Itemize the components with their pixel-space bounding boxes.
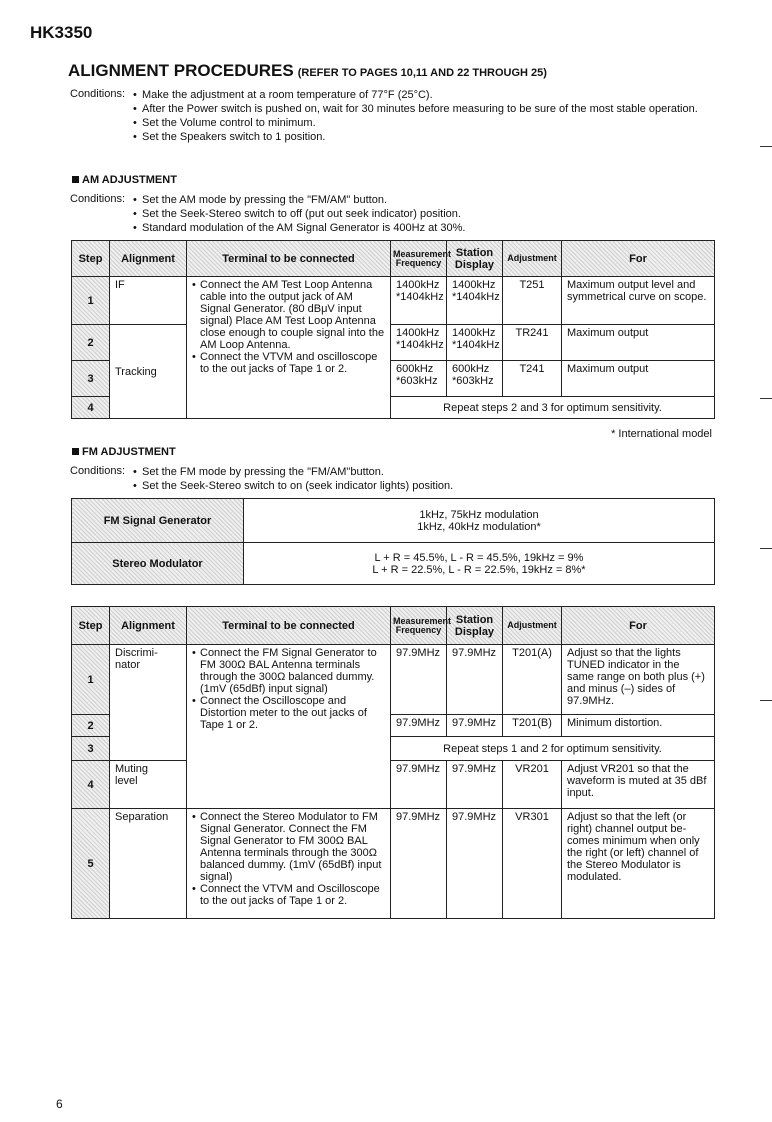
- fm-heading-text: FM ADJUSTMENT: [82, 446, 176, 458]
- step-cell: 4: [72, 397, 110, 419]
- alignment-cell: Separation: [110, 809, 187, 919]
- terminal-item: • Connect the FM Signal Generator to FM 300Ω BAL Antenna terminals through the 300Ω balanced dummy. (1mV (65dBf) input signal): [192, 647, 385, 695]
- condition-item: • After the Power switch is pushed on, wait for 30 minutes before measuring to be sure of the most stable operation.: [132, 102, 720, 116]
- terminal-item: • Connect the Oscilloscope and Distortion meter to the out jacks of Tape 1 or 2.: [192, 695, 385, 731]
- am-heading: [72, 174, 177, 186]
- square-bullet-icon: [72, 176, 79, 183]
- terminal-item: • Connect the Stereo Modulator to FM Signal Generator. Connect the FM Signal Generator to FM 300Ω BAL Antenna terminals through the 300Ω balanced dummy. (1mV (65dBf) input signal): [192, 811, 385, 883]
- for-cell: Adjust so that the lights TUNED indicator in the same range on both plus (+) and minus (–) sides of 97.9MHz.: [562, 645, 715, 715]
- terminal-item: • Connect the VTVM and Oscilloscope to the out jacks of Tape 1 or 2.: [192, 883, 385, 907]
- header-terminal: Terminal to be connected: [187, 241, 391, 277]
- model-name: HK3350: [30, 23, 93, 42]
- adjustment-cell: T251: [503, 277, 562, 325]
- alignment-cell: IF: [110, 277, 187, 325]
- footnote: * International model: [611, 428, 712, 440]
- measurement-cell: 600kHz *603kHz: [391, 361, 447, 397]
- measurement-cell: 1400kHz *1404kHz: [391, 325, 447, 361]
- for-cell: Adjust so that the left (or right) channel output be-comes minimum when only the right (or left) channel of the Stereo Modulator is modulated.: [562, 809, 715, 919]
- header-adjustment: Adjustment: [503, 607, 562, 645]
- conditions-label: Conditions:: [70, 465, 126, 477]
- for-cell: Maximum output: [562, 361, 715, 397]
- for-cell: Maximum output level and symmetrical curve on scope.: [562, 277, 715, 325]
- measurement-cell: 97.9MHz: [391, 761, 447, 809]
- generator-value: 1kHz, 75kHz modulation 1kHz, 40kHz modulation*: [244, 499, 715, 543]
- header-station: Station Display: [447, 241, 503, 277]
- general-conditions: [70, 88, 720, 144]
- table-row: [72, 645, 715, 715]
- header-for: For: [562, 241, 715, 277]
- station-cell: 600kHz *603kHz: [447, 361, 503, 397]
- am-conditions: [70, 193, 720, 235]
- page-title: [68, 62, 547, 82]
- step-cell: 1: [72, 645, 110, 715]
- fm-table: [71, 606, 715, 919]
- step-cell: 4: [72, 761, 110, 809]
- measurement-cell: 97.9MHz: [391, 715, 447, 737]
- adjustment-cell: TR241: [503, 325, 562, 361]
- header-alignment: Alignment: [110, 241, 187, 277]
- modulator-value: L + R = 45.5%, L - R = 45.5%, 19kHz = 9% L + R = 22.5%, L - R = 22.5%, 19kHz = 8%*: [244, 543, 715, 585]
- station-cell: 97.9MHz: [447, 645, 503, 715]
- step-cell: 2: [72, 325, 110, 361]
- station-cell: 97.9MHz: [447, 761, 503, 809]
- adjustment-cell: VR201: [503, 761, 562, 809]
- step-cell: 3: [72, 737, 110, 761]
- header-for: For: [562, 607, 715, 645]
- step-cell: 2: [72, 715, 110, 737]
- page-number: 6: [56, 1097, 63, 1111]
- alignment-cell: Tracking: [110, 325, 187, 419]
- step-cell: 5: [72, 809, 110, 919]
- adjustment-cell: T201(B): [503, 715, 562, 737]
- condition-item: • Set the Seek-Stereo switch to off (put out seek indicator) position.: [132, 207, 720, 221]
- margin-mark: [760, 146, 772, 147]
- modulator-label: Stereo Modulator: [72, 543, 244, 585]
- measurement-cell: 97.9MHz: [391, 809, 447, 919]
- conditions-label: Conditions:: [70, 88, 126, 100]
- header-step: Step: [72, 607, 110, 645]
- conditions-label: Conditions:: [70, 193, 126, 205]
- am-table: [71, 240, 715, 419]
- for-cell: Maximum output: [562, 325, 715, 361]
- margin-mark: [760, 398, 772, 399]
- fm-conditions: [70, 465, 720, 493]
- title-reference: (REFER TO PAGES 10,11 AND 22 THROUGH 25): [297, 67, 547, 79]
- repeat-cell: Repeat steps 1 and 2 for optimum sensitivity.: [391, 737, 715, 761]
- table-row: [72, 277, 715, 325]
- step-cell: 1: [72, 277, 110, 325]
- header-alignment: Alignment: [110, 607, 187, 645]
- condition-item: • Set the AM mode by pressing the "FM/AM" button.: [132, 193, 720, 207]
- condition-item: • Set the Speakers switch to 1 position.: [132, 130, 720, 144]
- condition-item: • Set the FM mode by pressing the "FM/AM"button.: [132, 465, 720, 479]
- margin-mark: [760, 548, 772, 549]
- condition-item: • Make the adjustment at a room temperature of 77°F (25°C).: [132, 88, 720, 102]
- header-step: Step: [72, 241, 110, 277]
- square-bullet-icon: [72, 448, 79, 455]
- adjustment-cell: T201(A): [503, 645, 562, 715]
- margin-mark: [760, 700, 772, 701]
- measurement-cell: 1400kHz *1404kHz: [391, 277, 447, 325]
- condition-item: • Standard modulation of the AM Signal Generator is 400Hz at 30%.: [132, 221, 720, 235]
- station-cell: 97.9MHz: [447, 809, 503, 919]
- am-heading-text: AM ADJUSTMENT: [82, 174, 177, 186]
- for-cell: Adjust VR201 so that the waveform is muted at 35 dBf input.: [562, 761, 715, 809]
- condition-item: • Set the Volume control to minimum.: [132, 116, 720, 130]
- header-measurement: Measurement Frequency: [391, 607, 447, 645]
- table-row: [72, 809, 715, 919]
- station-cell: 97.9MHz: [447, 715, 503, 737]
- step-cell: 3: [72, 361, 110, 397]
- header-station: Station Display: [447, 607, 503, 645]
- station-cell: 1400kHz *1404kHz: [447, 277, 503, 325]
- condition-item: • Set the Seek-Stereo switch to on (seek indicator lights) position.: [132, 479, 720, 493]
- terminal-cell: [187, 645, 391, 809]
- header-adjustment: Adjustment: [503, 241, 562, 277]
- header-terminal: Terminal to be connected: [187, 607, 391, 645]
- terminal-cell: [187, 277, 391, 419]
- alignment-cell: Discrimi- nator: [110, 645, 187, 761]
- generator-label: FM Signal Generator: [72, 499, 244, 543]
- title-text: ALIGNMENT PROCEDURES: [68, 61, 294, 80]
- fm-heading: [72, 446, 176, 458]
- repeat-cell: Repeat steps 2 and 3 for optimum sensitivity.: [391, 397, 715, 419]
- station-cell: 1400kHz *1404kHz: [447, 325, 503, 361]
- adjustment-cell: VR301: [503, 809, 562, 919]
- header-measurement: Measurement Frequency: [391, 241, 447, 277]
- fm-generator-table: [71, 498, 715, 585]
- terminal-item: • Connect the VTVM and oscilloscope to the out jacks of Tape 1 or 2.: [192, 351, 385, 375]
- terminal-item: • Connect the AM Test Loop Antenna cable into the output jack of AM Signal Generator. (80 dBμV input signal) Place AM Test Loop Antenna close enough to couple signal into the AM Loop Antenna.: [192, 279, 385, 351]
- terminal-cell: [187, 809, 391, 919]
- for-cell: Minimum distortion.: [562, 715, 715, 737]
- table-row: [72, 761, 715, 809]
- adjustment-cell: T241: [503, 361, 562, 397]
- table-row: [72, 325, 715, 361]
- alignment-cell: Muting level: [110, 761, 187, 809]
- measurement-cell: 97.9MHz: [391, 645, 447, 715]
